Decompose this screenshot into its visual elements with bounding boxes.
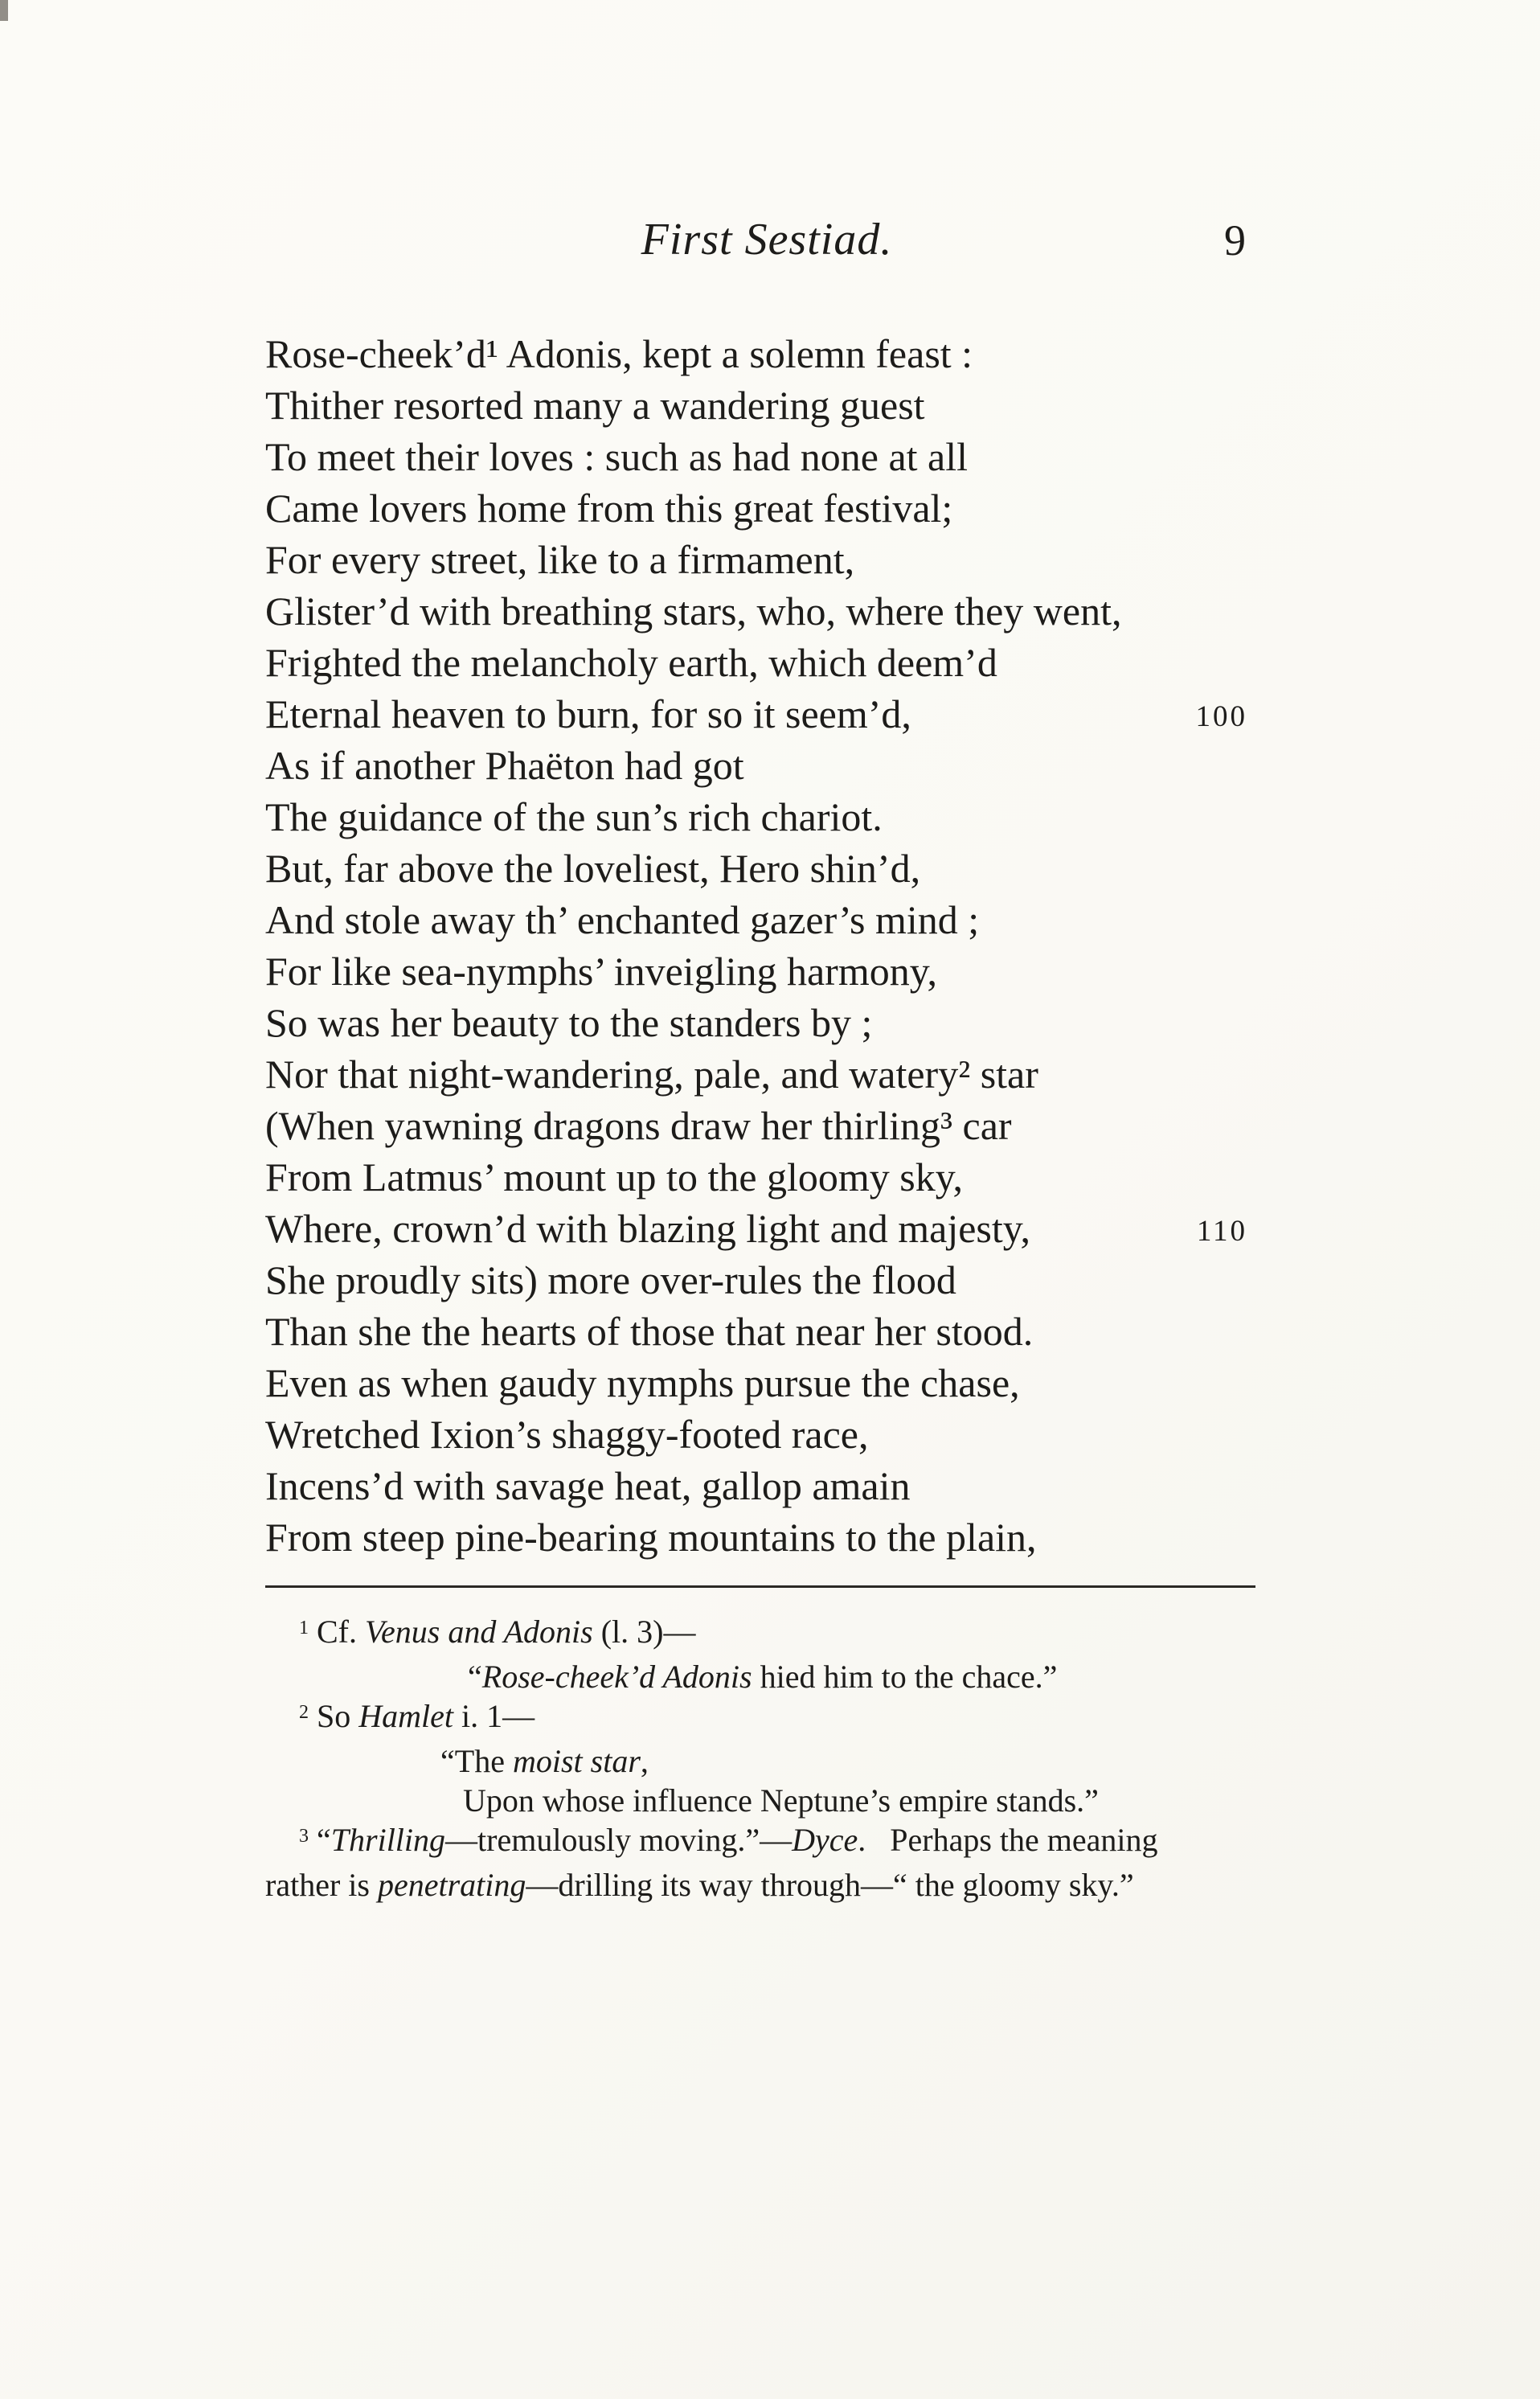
poem-line-text: Eternal heaven to burn, for so it seem’d, (265, 691, 911, 736)
poem-line-text: Incens’d with savage heat, gallop amain (265, 1463, 911, 1508)
poem-line (265, 894, 1268, 945)
footnote-text-segment: So (309, 1698, 359, 1734)
poem-line (265, 1409, 1268, 1460)
poem-line (265, 791, 1268, 843)
scan-artifact (0, 0, 8, 21)
poem-line (265, 431, 1268, 482)
footnote-text-segment: moist star (512, 1743, 641, 1779)
footnote-line (265, 1657, 1268, 1696)
poem-line-text: Rose-cheek’d¹ Adonis, kept a solemn feast : (265, 331, 973, 376)
poem-line-text: Nor that night-wandering, pale, and watery² star (265, 1052, 1038, 1097)
footnote-text-segment: . Perhaps the meaning (858, 1822, 1158, 1858)
footnote-text-segment: “ (468, 1659, 482, 1695)
footnote-text-segment: “ (309, 1822, 331, 1858)
footnote-line (265, 1612, 1268, 1657)
poem-line-text: Than she the hearts of those that near her stood. (265, 1309, 1034, 1354)
poem-line-text: From Latmus’ mount up to the gloomy sky, (265, 1154, 964, 1200)
footnote-marker: 1 (299, 1618, 309, 1639)
poem-line-text: For like sea-nymphs’ inveigling harmony, (265, 949, 937, 994)
poem-line-text: Even as when gaudy nymphs pursue the chase, (265, 1360, 1020, 1405)
poem-line-text: To meet their loves : such as had none at all (265, 434, 969, 479)
footnote-marker: 3 (299, 1826, 309, 1847)
poem-line-text: Wretched Ixion’s shaggy-footed race, (265, 1412, 869, 1457)
footnote-line (265, 1865, 1268, 1905)
footnote-text-segment: (l. 3)— (592, 1614, 696, 1650)
footnote-marker: 2 (299, 1702, 309, 1724)
poem-line (265, 1254, 1268, 1306)
poem-line-number: 100 (1195, 700, 1247, 733)
footnote-2 (265, 1696, 1268, 1820)
footnote-divider (265, 1585, 1255, 1588)
poem-line-text: Came lovers home from this great festival; (265, 486, 953, 531)
page-header (265, 214, 1268, 281)
poem-line (265, 1151, 1268, 1203)
footnote-text-segment: i. 1— (453, 1698, 535, 1734)
poem-line (265, 1511, 1268, 1563)
poem-line (265, 1203, 1268, 1254)
poem-line-text: But, far above the loveliest, Hero shin’d, (265, 846, 921, 891)
poem-line (265, 945, 1268, 997)
footnotes (265, 1612, 1268, 1905)
footnote-line (265, 1741, 1268, 1781)
poem-line (265, 637, 1268, 688)
poem-line (265, 1100, 1268, 1151)
footnote-text-segment: Upon whose influence Neptune’s empire stands.” (463, 1782, 1099, 1819)
footnote-text-segment: rather is (265, 1867, 378, 1903)
footnote-text-segment: Cf. (309, 1614, 365, 1650)
poem-line-text: For every street, like to a firmament, (265, 537, 855, 582)
poem-line (265, 482, 1268, 534)
poem-line-text: (When yawning dragons draw her thirling³ car (265, 1103, 1012, 1148)
poem-line-text: As if another Phaëton had got (265, 743, 744, 788)
poem-line-text: From steep pine-bearing mountains to the plain, (265, 1515, 1037, 1560)
poem-line-text: The guidance of the sun’s rich chariot. (265, 794, 883, 839)
poem-line (265, 328, 1268, 379)
page-number: 9 (1224, 216, 1246, 265)
poem-line (265, 1306, 1268, 1357)
poem-line (265, 534, 1268, 585)
footnote-text-segment: “The (440, 1743, 513, 1779)
poem-line-text: And stole away th’ enchanted gazer’s mind ; (265, 897, 980, 942)
poem-line (265, 1460, 1268, 1511)
poem-line (265, 843, 1268, 894)
poem-line-text: Frighted the melancholy earth, which deem’d (265, 640, 997, 685)
poem-line (265, 997, 1268, 1048)
page-title: First Sestiad. (641, 215, 893, 265)
footnote-text-segment: —drilling its way through—“ the gloomy sky.” (526, 1867, 1134, 1903)
poem-line-number: 110 (1196, 1215, 1247, 1248)
poem-line-text: She proudly sits) more over-rules the flood (265, 1257, 956, 1302)
poem-line (265, 1357, 1268, 1409)
page-content (265, 0, 1268, 1905)
poem-line-text: Thither resorted many a wandering guest (265, 383, 925, 428)
poem (265, 328, 1268, 1563)
footnote-line (265, 1781, 1268, 1820)
poem-line (265, 585, 1268, 637)
footnote-text-segment: penetrating (377, 1867, 526, 1903)
poem-line (265, 1048, 1268, 1100)
footnote-text-segment: , (640, 1743, 649, 1779)
poem-line-text: Where, crown’d with blazing light and majesty, (265, 1206, 1031, 1251)
poem-line-text: Glister’d with breathing stars, who, where they went, (265, 588, 1122, 634)
footnote-text-segment: hied him to the chace.” (752, 1659, 1058, 1695)
footnote-text-segment: Venus and Adonis (365, 1614, 593, 1650)
poem-line-text: So was her beauty to the standers by ; (265, 1000, 873, 1045)
footnote-line (265, 1696, 1268, 1741)
poem-line (265, 379, 1268, 431)
poem-line (265, 688, 1268, 740)
footnote-text-segment: —tremulously moving.”— (445, 1822, 793, 1858)
footnote-text-segment: Thrilling (330, 1822, 446, 1858)
footnote-1 (265, 1612, 1268, 1696)
poem-line (265, 740, 1268, 791)
footnote-text-segment: Hamlet (358, 1698, 454, 1734)
footnote-line (265, 1820, 1268, 1865)
footnote-text-segment: Dyce (792, 1822, 858, 1858)
footnote-3 (265, 1820, 1268, 1905)
footnote-text-segment: Rose-cheek’d Adonis (481, 1659, 752, 1695)
